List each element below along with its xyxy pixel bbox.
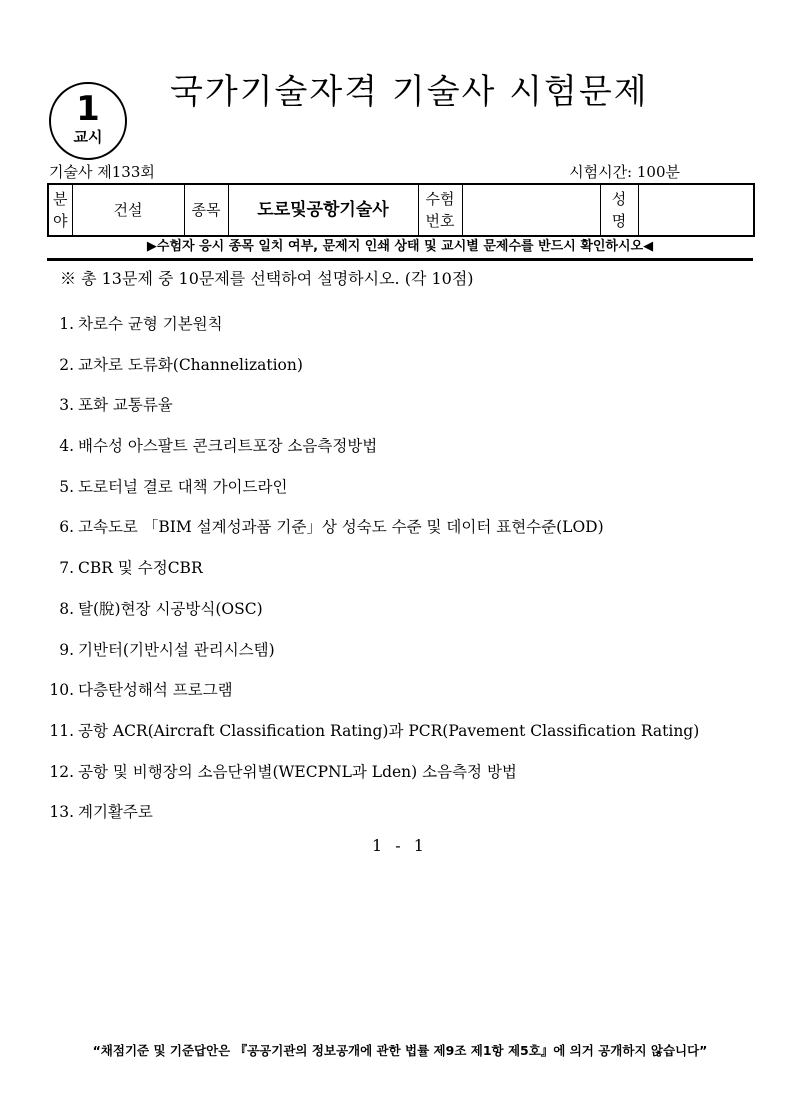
question-number: 4. — [59, 437, 74, 456]
exam-info-table — [47, 183, 755, 237]
disclosure-footer: “채점기준 및 기준답안은 『공공기관의 정보공개에 관한 법률 제9조 제1항 제5호』에 의거 공개하지 않습니다” — [92, 1043, 708, 1058]
question-list — [46, 313, 699, 842]
question-number: 12. — [49, 762, 74, 781]
question-item — [46, 354, 699, 395]
session-badge — [49, 82, 127, 160]
question-item — [46, 639, 699, 680]
question-text: 기반터(기반시설 관리시스템) — [78, 640, 275, 659]
question-number: 6. — [59, 518, 74, 537]
exam-time: 시험시간: 100분 — [569, 163, 680, 181]
question-number: 1. — [59, 315, 74, 333]
session-number: 1 — [76, 89, 100, 129]
question-number: 2. — [59, 355, 74, 374]
question-item — [46, 761, 699, 802]
question-text: 도로터널 결로 대책 가이드라인 — [78, 477, 288, 496]
trade-label: 종목 — [184, 184, 228, 236]
session-label: 교시 — [73, 128, 103, 146]
exam-round: 기술사 제133회 — [49, 163, 155, 181]
question-item — [46, 557, 699, 598]
exam-number-field[interactable] — [462, 184, 600, 236]
question-text: 교차로 도류화(Channelization) — [78, 355, 303, 374]
field-label: 분 야 — [48, 184, 72, 236]
page-number: 1 - 1 — [372, 836, 428, 855]
question-text: 고속도로 「BIM 설계성과품 기준」상 성숙도 수준 및 데이터 표현수준(LOD) — [78, 518, 604, 537]
question-text: 공항 ACR(Aircraft Classification Rating)과 PCR(Pavement Classification Rating) — [78, 721, 700, 740]
question-item — [46, 598, 699, 639]
question-text: 공항 및 비행장의 소음단위별(WECPNL과 Lden) 소음측정 방법 — [78, 762, 517, 781]
verification-notice: ▶수험자 응시 종목 일치 여부, 문제지 인쇄 상태 및 교시별 문제수를 반드시 확인하시오◀ — [146, 239, 654, 254]
question-text: 포화 교통류율 — [78, 396, 173, 415]
question-number: 8. — [59, 599, 74, 618]
trade-value: 도로및공항기술사 — [228, 184, 418, 236]
question-item — [46, 679, 699, 720]
question-text: 차로수 균형 기본원칙 — [78, 315, 223, 333]
question-number: 11. — [49, 721, 74, 740]
page-title: 국가기술자격 기술사 시험문제 — [170, 72, 649, 112]
question-text: 배수성 아스팔트 콘크리트포장 소음측정방법 — [78, 437, 378, 456]
question-number: 13. — [49, 803, 74, 822]
question-text: 탈(脫)현장 시공방식(OSC) — [78, 599, 263, 618]
question-number: 3. — [59, 396, 74, 415]
divider — [47, 258, 753, 261]
question-item — [46, 516, 699, 557]
question-number: 7. — [59, 559, 74, 578]
exam-number-label: 수험 번호 — [418, 184, 462, 236]
name-field[interactable] — [638, 184, 754, 236]
question-item — [46, 720, 699, 761]
question-item — [46, 394, 699, 435]
question-text: 다층탄성해석 프로그램 — [78, 681, 233, 700]
question-number: 9. — [59, 640, 74, 659]
question-text: CBR 및 수정CBR — [78, 559, 203, 578]
question-number: 10. — [49, 681, 74, 700]
instruction-text: ※ 총 13문제 중 10문제를 선택하여 설명하시오. (각 10점) — [60, 269, 474, 288]
question-number: 5. — [59, 477, 74, 496]
question-item — [46, 476, 699, 517]
question-text: 계기활주로 — [78, 803, 153, 822]
question-item — [46, 313, 699, 354]
question-item — [46, 435, 699, 476]
name-label: 성 명 — [600, 184, 638, 236]
field-value: 건설 — [72, 184, 184, 236]
